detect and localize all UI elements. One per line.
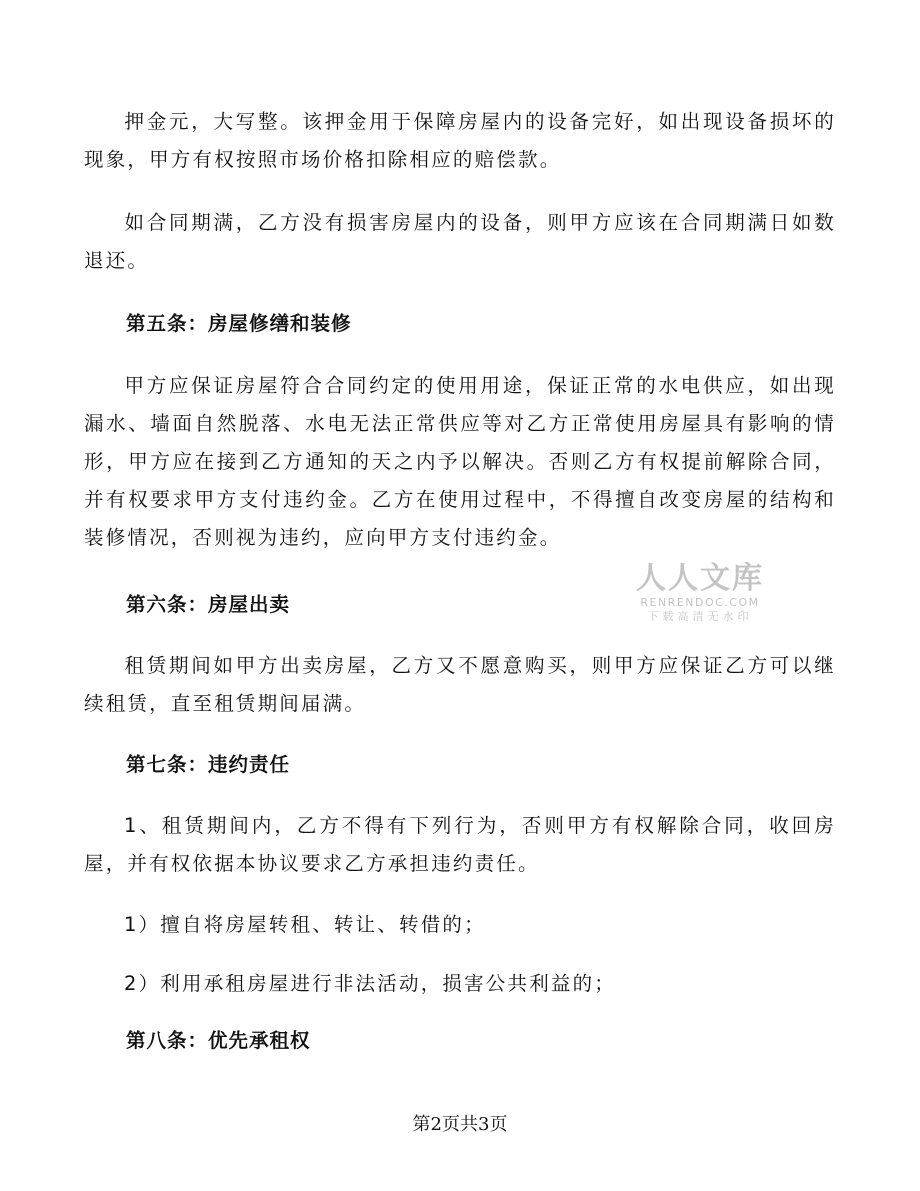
paragraph-deposit-refund: 如合同期满，乙方没有损害房屋内的设备，则甲方应该在合同期满日如数退还。 [84,211,836,272]
watermark-logo [620,562,780,624]
heading-article-7: 第七条：违约责任 [126,753,291,776]
heading-article-5: 第五条：房屋修缮和装修 [126,312,352,335]
page-number: 第2页共3页 [412,1114,508,1135]
paragraph-deposit: 押金元，大写整。该押金用于保障房屋内的设备完好，如出现设备损坏的现象，甲方有权按照市场价格扣除相应的赔偿款。 [84,110,836,171]
list-item-2: 2）利用承租房屋进行非法活动，损害公共利益的； [124,972,617,995]
heading-article-6: 第六条：房屋出卖 [126,593,291,616]
paragraph-sale: 租赁期间如甲方出卖房屋，乙方又不愿意购买，则甲方应保证乙方可以继续租赁，直至租赁期间届满。 [84,654,836,715]
paragraph-repair: 甲方应保证房屋符合合同约定的使用用途，保证正常的水电供应，如出现漏水、墙面自然脱落、水电无法正常供应等对乙方正常使用房屋具有影响的情形，甲方应在接到乙方通知的天之内予以解决。否则乙方有权提前解除合同，并有权要求甲方支付违约金。乙方在使用过程中，不得擅自改变房屋的结构和装修情况，否则视为违约，应向甲方支付违约金。 [84,374,836,549]
watermark-url: RENRENDOC.COM [640,596,760,609]
paragraph-breach: 1、租赁期间内，乙方不得有下列行为，否则甲方有权解除合同，收回房屋，并有权依据本协议要求乙方承担违约责任。 [84,814,836,875]
heading-article-8: 第八条：优先承租权 [126,1029,311,1052]
watermark-title: 人人文库 [636,561,764,596]
watermark-subtitle: 下载高清无水印 [647,610,753,623]
list-item-1: 1）擅自将房屋转租、转让、转借的； [124,913,486,936]
